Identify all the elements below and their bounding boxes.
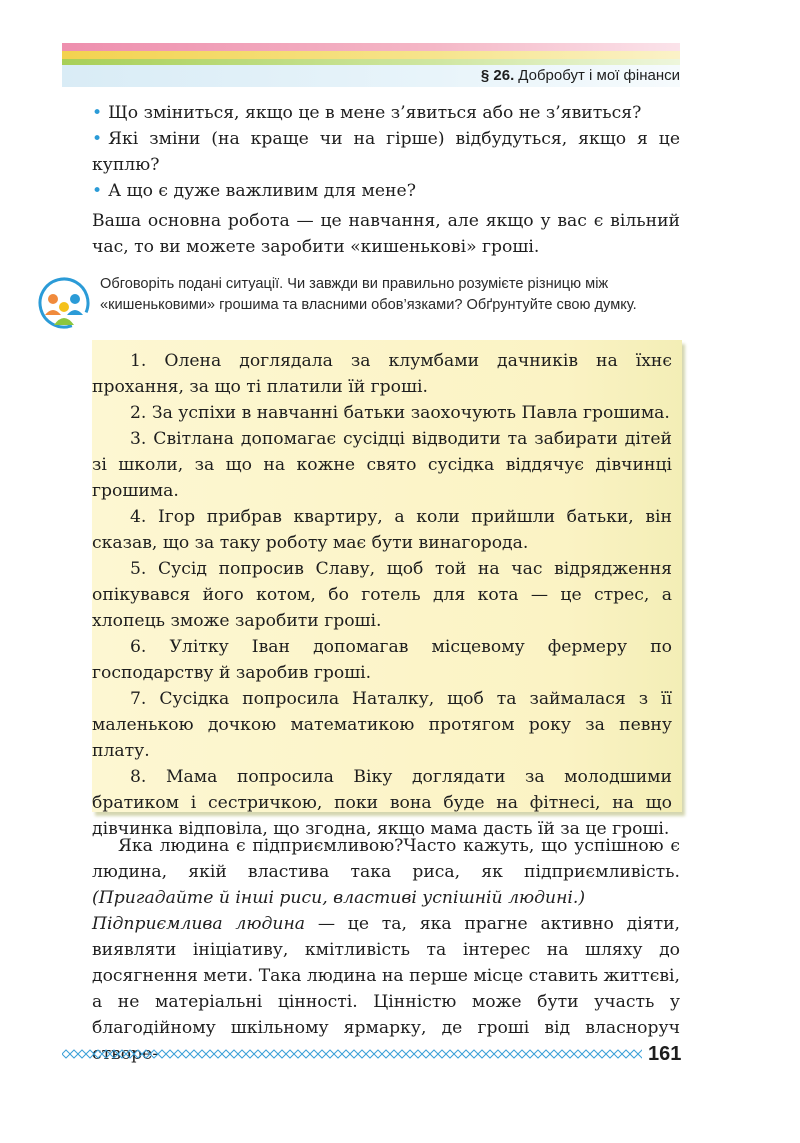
group-discussion-icon	[38, 277, 90, 329]
header-stripe-yellow	[62, 51, 680, 59]
question-list	[92, 100, 680, 204]
intro-paragraph: Ваша основна робота — це навчання, але якщо у вас є вільний час, то ви можете заробити «кишенькові» гроші.	[92, 211, 680, 257]
situation-item: 6. Улітку Іван допомагав місцевому фермеру по господарству й заробив гроші.	[92, 637, 672, 683]
situation-item: 3. Світлана допомагає сусідці відводити та забирати дітей зі школи, за що на кожне свято сусідка віддячує дівчинці грошима.	[92, 429, 672, 501]
situation-item: 8. Мама попросила Віку доглядати за молодшими братиком і сестричкою, поки вона буде на фітнесі, на що дівчинка відповіла, що згодна, якщо мама дасть їй за це гроші.	[92, 767, 672, 839]
situation-item: 2. За успіхи в навчанні батьки заохочують Павла грошима.	[130, 403, 670, 423]
section-title-text: Добробут і мої фінанси	[518, 67, 680, 84]
bullet-text: Що зміниться, якщо це в мене з’явиться або не з’явиться?	[108, 103, 642, 123]
enterprise-paragraph-text: Яка людина є підприємливою?Часто кажуть, що успішною є людина, якій властива така риса, як підприємливість.	[92, 836, 680, 882]
bullet-text: А що є дуже важливим для мене?	[108, 181, 416, 201]
bullet-dot-icon: •	[92, 129, 103, 149]
list-item	[92, 100, 680, 126]
header-band	[62, 43, 680, 87]
situations-box	[92, 340, 682, 839]
situation-item: 4. Ігор прибрав квартиру, а коли прийшли батьки, він сказав, що за таку роботу має бути винагорода.	[92, 507, 672, 553]
enterprise-paragraph	[92, 833, 680, 911]
situation-item: 1. Олена доглядала за клумбами дачників на їхнє прохання, за що ті платили їй гроші.	[92, 351, 672, 397]
situation-item: 5. Сусід попросив Славу, щоб той на час відрядження опікувався його котом, бо готель для кота — це стрес, а хлопець зможе заробити гроші.	[92, 559, 672, 631]
enterprise-paragraph-note: (Пригадайте й інші риси, властиві успішній людині.)	[92, 888, 586, 908]
definition-paragraph	[92, 911, 680, 1067]
situations-list	[92, 348, 672, 842]
definition-text: — це та, яка прагне активно діяти, виявляти ініціативу, кмітливість та інтерес на шляху до досягнення мети. Така людина на перше місце ставить життєві, а не матеріальні цінності. Цінністю може бути участь у благодійному шкільному ярмарку, де гроші від власноруч	[92, 914, 681, 1038]
discussion-prompt: Обговоріть подані ситуації. Чи завжди ви правильно розумієте різницю між «кишеньковими» грошима та власними обов’язками? Обґрунтуйте свою думку.	[100, 276, 637, 313]
definition-term: Підприємлива людина	[92, 914, 306, 934]
bullet-dot-icon: •	[92, 103, 103, 123]
situation-item: 7. Сусідка попросила Наталку, щоб та займалася з її маленькою дочкою математикою протягом року за певну плату.	[92, 689, 672, 761]
header-stripe-pink	[62, 43, 680, 51]
list-item	[92, 178, 680, 204]
page-number: 161	[648, 1043, 682, 1065]
bullet-dot-icon: •	[92, 181, 103, 201]
bullet-text: Які зміни (на краще чи на гірше) відбудуться, якщо я це куплю?	[92, 129, 680, 175]
footer-wave-divider	[62, 1047, 642, 1061]
list-item	[92, 126, 680, 178]
section-number: § 26.	[480, 67, 515, 84]
section-title	[481, 65, 680, 87]
